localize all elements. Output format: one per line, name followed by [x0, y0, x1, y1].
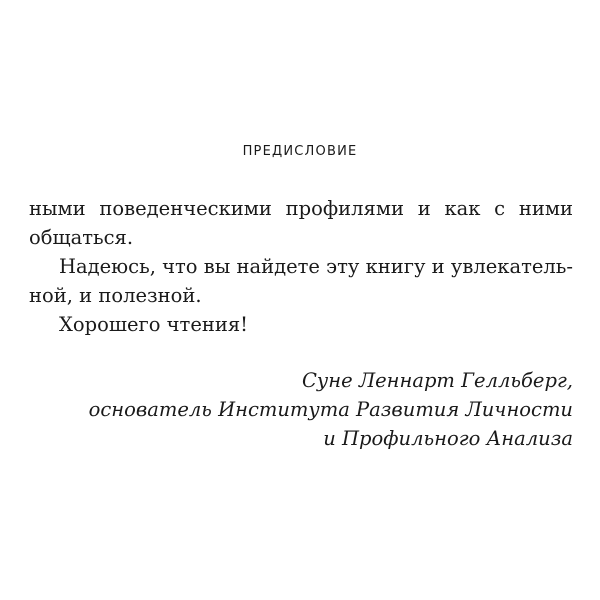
paragraph-line: ными поведенческими профилями и как с ними: [29, 197, 573, 220]
signature-title: основатель Института Развития Личности: [88, 398, 573, 421]
paragraph-line: Хорошего чтения!: [59, 313, 249, 336]
paragraph-line: Надеюсь, что вы найдете эту книгу и увлекатель-: [59, 255, 573, 278]
paragraph-line: ной, и полезной.: [29, 284, 202, 307]
signature-title: и Профильного Анализа: [323, 427, 573, 450]
paragraph-line: общаться.: [29, 226, 134, 249]
signature-author: Суне Леннарт Гелльберг,: [302, 369, 573, 392]
signature-block: [89, 366, 573, 453]
body-text: [29, 194, 573, 339]
running-head: ПРЕДИСЛОВИЕ: [242, 144, 358, 159]
